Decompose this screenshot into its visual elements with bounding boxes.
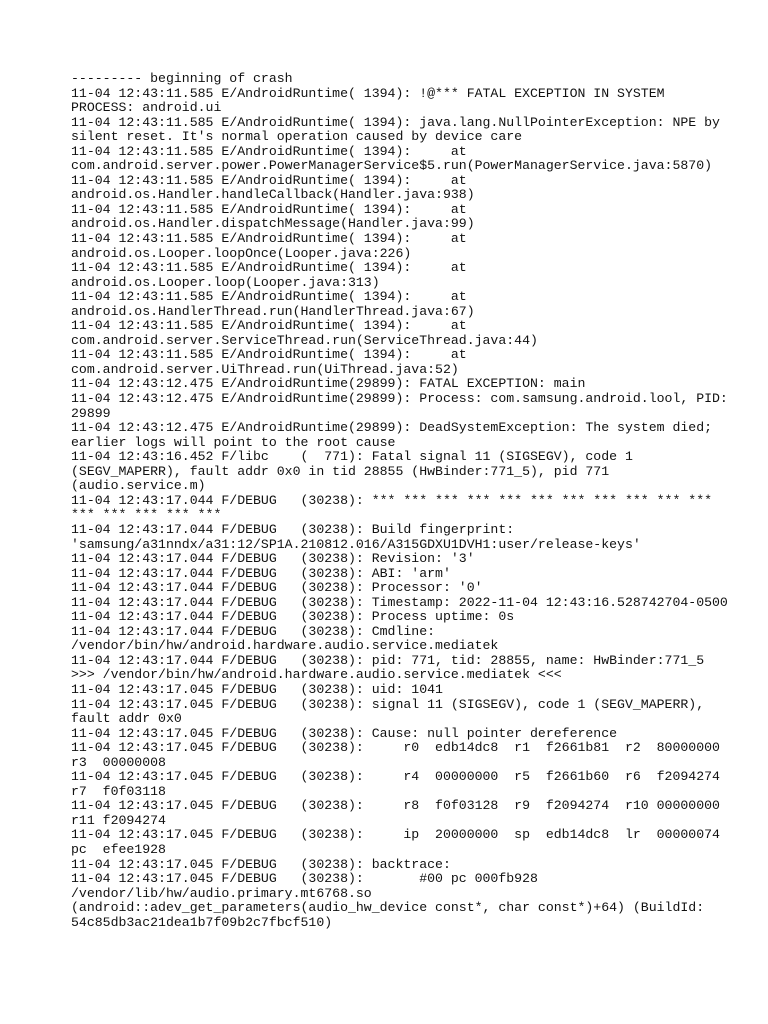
log-line: 11-04 12:43:12.475 E/AndroidRuntime(29899): Process: com.samsung.android.lool, PID:	[71, 391, 728, 407]
log-line: fault addr 0x0	[71, 711, 182, 727]
log-line: 11-04 12:43:17.044 F/DEBUG (30238): Cmdline:	[71, 623, 436, 639]
log-line: 29899	[71, 405, 111, 421]
log-line: android.os.Looper.loopOnce(Looper.java:226)	[71, 245, 412, 261]
log-line: 11-04 12:43:12.475 E/AndroidRuntime(29899): DeadSystemException: The system died;	[71, 420, 713, 436]
log-line: --------- beginning of crash	[71, 71, 293, 86]
log-line: 11-04 12:43:11.585 E/AndroidRuntime( 1394): at	[71, 289, 467, 305]
log-line: 11-04 12:43:11.585 E/AndroidRuntime( 1394): at	[71, 172, 467, 188]
log-line: /vendor/lib/hw/audio.primary.mt6768.so	[71, 885, 372, 901]
log-line: 11-04 12:43:17.045 F/DEBUG (30238): uid: 1041	[71, 681, 443, 697]
log-line: com.android.server.ServiceThread.run(ServiceThread.java:44)	[71, 332, 538, 348]
log-line: 54c85db3ac21dea1b7f09b2c7fbcf510)	[71, 914, 333, 930]
log-line: android.os.Looper.loop(Looper.java:313)	[71, 274, 380, 290]
log-line: 11-04 12:43:17.044 F/DEBUG (30238): Process uptime: 0s	[71, 609, 515, 625]
log-line: 11-04 12:43:17.044 F/DEBUG (30238): pid: 771, tid: 28855, name: HwBinder:771_5	[71, 652, 705, 668]
log-line: 11-04 12:43:16.452 F/libc ( 771): Fatal signal 11 (SIGSEGV), code 1	[71, 449, 633, 465]
log-line: 11-04 12:43:17.044 F/DEBUG (30238): Revision: '3'	[71, 551, 475, 567]
log-line: /vendor/bin/hw/android.hardware.audio.service.mediatek	[71, 638, 499, 654]
log-line: 11-04 12:43:17.045 F/DEBUG (30238): ip 20000000 sp edb14dc8 lr 00000074	[71, 827, 720, 843]
log-line: 11-04 12:43:11.585 E/AndroidRuntime( 1394): at	[71, 201, 467, 217]
log-line: 11-04 12:43:17.044 F/DEBUG (30238): *** *** *** *** *** *** *** *** *** *** ***	[71, 492, 713, 508]
log-line: com.android.server.UiThread.run(UiThread.java:52)	[71, 361, 459, 377]
log-line: android.os.Handler.handleCallback(Handler.java:938)	[71, 187, 475, 203]
log-line: 11-04 12:43:11.585 E/AndroidRuntime( 1394): at	[71, 143, 467, 159]
log-line: 11-04 12:43:11.585 E/AndroidRuntime( 1394): at	[71, 231, 467, 247]
log-line: 11-04 12:43:17.045 F/DEBUG (30238): signal 11 (SIGSEGV), code 1 (SEGV_MAPERR),	[71, 696, 705, 712]
crash-log-text	[71, 71, 728, 930]
log-line: earlier logs will point to the root cause	[71, 434, 396, 450]
log-line: com.android.server.power.PowerManagerService$5.run(PowerManagerService.java:5870)	[71, 158, 713, 174]
log-line: *** *** *** *** ***	[71, 507, 222, 523]
log-line: 11-04 12:43:17.045 F/DEBUG (30238): r4 00000000 r5 f2661b60 r6 f2094274	[71, 769, 720, 785]
log-line: 11-04 12:43:17.044 F/DEBUG (30238): Build fingerprint:	[71, 521, 515, 537]
log-line: silent reset. It's normal operation caused by device care	[71, 129, 523, 145]
log-line: 11-04 12:43:17.045 F/DEBUG (30238): r8 f0f03128 r9 f2094274 r10 00000000	[71, 798, 720, 814]
log-line: 'samsung/a31nndx/a31:12/SP1A.210812.016/A315GDXU1DVH1:user/release-keys'	[71, 536, 641, 552]
log-line: pc efee1928	[71, 841, 166, 857]
log-line: PROCESS: android.ui	[71, 100, 222, 116]
log-line: (android::adev_get_parameters(audio_hw_device const*, char const*)+64) (BuildId:	[71, 900, 705, 916]
log-line: android.os.Handler.dispatchMessage(Handler.java:99)	[71, 216, 475, 232]
log-line: r3 00000008	[71, 754, 166, 770]
log-line: android.os.HandlerThread.run(HandlerThread.java:67)	[71, 303, 475, 319]
log-line: 11-04 12:43:17.045 F/DEBUG (30238): r0 edb14dc8 r1 f2661b81 r2 80000000	[71, 740, 720, 756]
log-line: 11-04 12:43:11.585 E/AndroidRuntime( 1394): at	[71, 260, 467, 276]
log-line: (SEGV_MAPERR), fault addr 0x0 in tid 28855 (HwBinder:771_5), pid 771	[71, 463, 610, 479]
log-line: 11-04 12:43:12.475 E/AndroidRuntime(29899): FATAL EXCEPTION: main	[71, 376, 586, 392]
log-line: 11-04 12:43:11.585 E/AndroidRuntime( 1394): at	[71, 318, 467, 334]
log-line: >>> /vendor/bin/hw/android.hardware.audio.service.mediatek <<<	[71, 667, 562, 683]
log-line: 11-04 12:43:17.045 F/DEBUG (30238): #00 pc 000fb928	[71, 871, 538, 887]
log-line: (audio.service.m)	[71, 478, 206, 494]
log-line: 11-04 12:43:17.044 F/DEBUG (30238): Timestamp: 2022-11-04 12:43:16.528742704-0500	[71, 594, 728, 610]
log-line: 11-04 12:43:11.585 E/AndroidRuntime( 1394): java.lang.NullPointerException: NPE by	[71, 114, 720, 130]
log-line: 11-04 12:43:11.585 E/AndroidRuntime( 1394): at	[71, 347, 467, 363]
log-line: 11-04 12:43:17.044 F/DEBUG (30238): Processor: '0'	[71, 580, 483, 596]
log-line: 11-04 12:43:17.044 F/DEBUG (30238): ABI: 'arm'	[71, 565, 451, 581]
log-line: 11-04 12:43:11.585 E/AndroidRuntime( 1394): !@*** FATAL EXCEPTION IN SYSTEM	[71, 85, 665, 101]
log-line: 11-04 12:43:17.045 F/DEBUG (30238): backtrace:	[71, 856, 451, 872]
log-line: r11 f2094274	[71, 812, 166, 828]
log-line: r7 f0f03118	[71, 783, 166, 799]
log-line: 11-04 12:43:17.045 F/DEBUG (30238): Cause: null pointer dereference	[71, 725, 618, 741]
